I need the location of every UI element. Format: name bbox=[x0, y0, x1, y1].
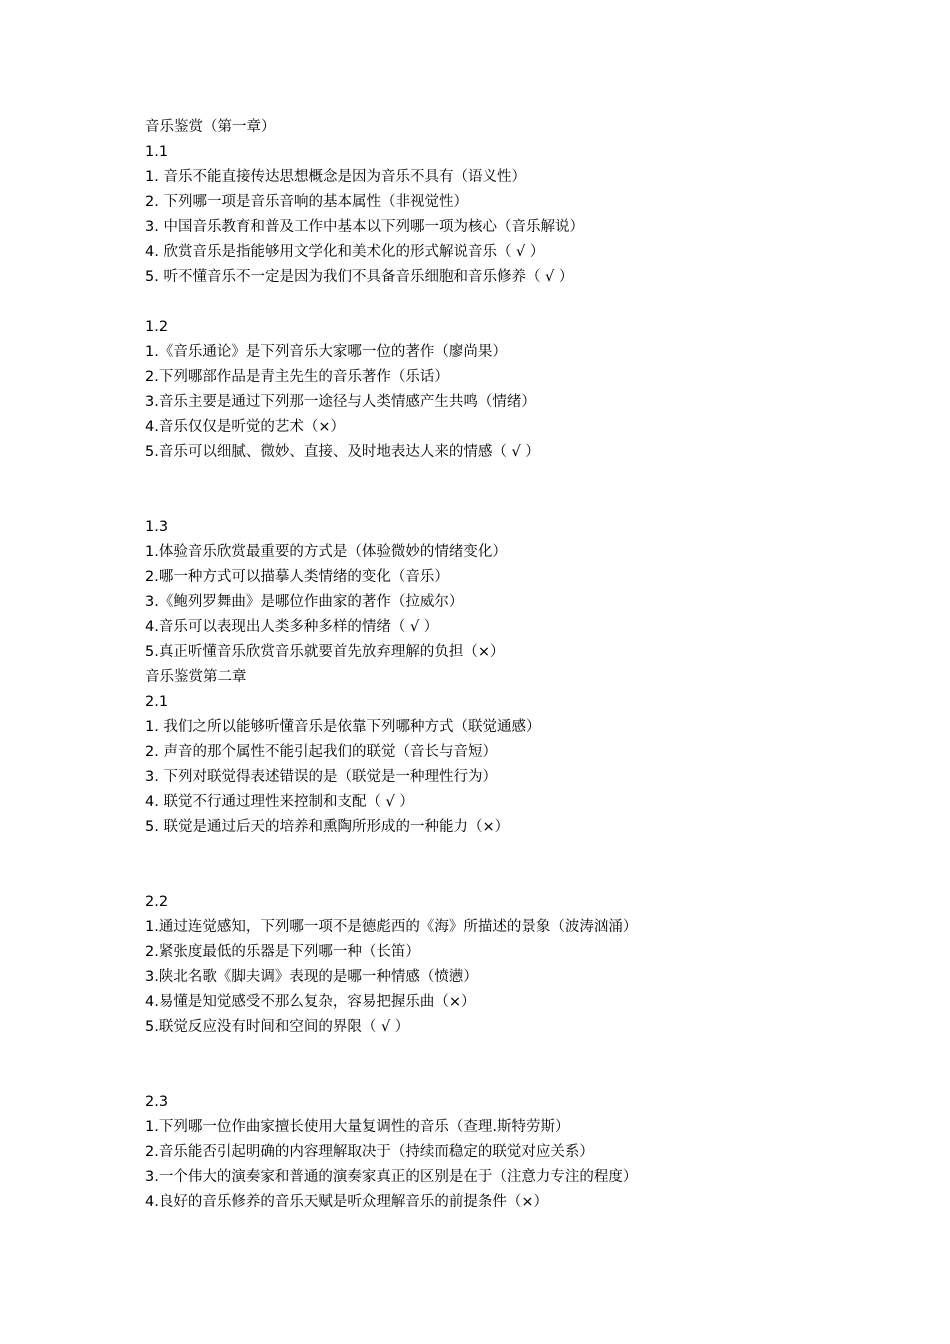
section-heading: 2.1 bbox=[145, 694, 169, 710]
list-item: 2. 下列哪一项是音乐音响的基本属性（非视觉性） bbox=[145, 194, 468, 210]
list-item: 4. 联觉不行通过理性来控制和支配（ √ ） bbox=[145, 794, 414, 810]
list-item: 4.音乐可以表现出人类多种多样的情绪（ √ ） bbox=[145, 619, 439, 635]
list-item: 3. 中国音乐教育和普及工作中基本以下列哪一项为核心（音乐解说） bbox=[145, 219, 584, 235]
blank-line bbox=[145, 1040, 845, 1065]
list-item: 1.《音乐通论》是下列音乐大家哪一位的著作（廖尚果） bbox=[145, 344, 507, 360]
list-item: 4.音乐仅仅是听觉的艺术（×） bbox=[145, 419, 345, 435]
list-item: 5.音乐可以细腻、微妙、直接、及时地表达人来的情感（ √ ） bbox=[145, 444, 540, 460]
list-item: 3. 下列对联觉得表述错误的是（联觉是一种理性行为） bbox=[145, 769, 497, 785]
list-item: 1. 音乐不能直接传达思想概念是因为音乐不具有（语义性） bbox=[145, 169, 526, 185]
list-item: 1.下列哪一位作曲家擅长使用大量复调性的音乐（查理.斯特劳斯） bbox=[145, 1119, 570, 1135]
blank-line bbox=[145, 290, 845, 315]
section-heading: 2.2 bbox=[145, 894, 169, 910]
list-item: 4.易懂是知觉感受不那么复杂，容易把握乐曲（×） bbox=[145, 994, 476, 1010]
section-heading: 2.3 bbox=[145, 1094, 169, 1110]
blank-line bbox=[145, 1065, 845, 1090]
chapter-title: 音乐鉴赏第二章 bbox=[145, 669, 247, 685]
list-item: 1. 我们之所以能够听懂音乐是依靠下列哪种方式（联觉通感） bbox=[145, 719, 541, 735]
list-item: 5. 听不懂音乐不一定是因为我们不具备音乐细胞和音乐修养（ √ ） bbox=[145, 269, 574, 285]
document-page bbox=[145, 115, 845, 1215]
list-item: 1.体验音乐欣赏最重要的方式是（体验微妙的情绪变化） bbox=[145, 544, 507, 560]
list-item: 5.联觉反应没有时间和空间的界限（ √ ） bbox=[145, 1019, 410, 1035]
blank-line bbox=[145, 865, 845, 890]
list-item: 3.《鲍列罗舞曲》是哪位作曲家的著作（拉威尔） bbox=[145, 594, 464, 610]
list-item: 4.良好的音乐修养的音乐天赋是听众理解音乐的前提条件（×） bbox=[145, 1194, 548, 1210]
blank-line bbox=[145, 490, 845, 515]
list-item: 3.陕北名歌《脚夫调》表现的是哪一种情感（愤懑） bbox=[145, 969, 478, 985]
section-heading: 1.3 bbox=[145, 519, 169, 535]
list-item: 5. 联觉是通过后天的培养和熏陶所形成的一种能力（×） bbox=[145, 819, 510, 835]
list-item: 3.音乐主要是通过下列那一途径与人类情感产生共鸣（情绪） bbox=[145, 394, 536, 410]
blank-line bbox=[145, 465, 845, 490]
list-item: 5.真正听懂音乐欣赏音乐就要首先放弃理解的负担（×） bbox=[145, 644, 505, 660]
document-title: 音乐鉴赏（第一章） bbox=[145, 119, 276, 135]
list-item: 2.下列哪部作品是青主先生的音乐著作（乐话） bbox=[145, 369, 449, 385]
list-item: 2. 声音的那个属性不能引起我们的联觉（音长与音短） bbox=[145, 744, 497, 760]
list-item: 2.音乐能否引起明确的内容理解取决于（持续而稳定的联觉对应关系） bbox=[145, 1144, 594, 1160]
list-item: 2.哪一种方式可以描摹人类情绪的变化（音乐） bbox=[145, 569, 449, 585]
blank-line bbox=[145, 840, 845, 865]
section-heading: 1.2 bbox=[145, 319, 169, 335]
list-item: 4. 欣赏音乐是指能够用文学化和美术化的形式解说音乐（ √ ） bbox=[145, 244, 545, 260]
list-item: 1.通过连觉感知，下列哪一项不是德彪西的《海》所描述的景象（波涛汹涌） bbox=[145, 919, 638, 935]
list-item: 2.紧张度最低的乐器是下列哪一种（长笛） bbox=[145, 944, 420, 960]
section-heading: 1.1 bbox=[145, 144, 169, 160]
list-item: 3.一个伟大的演奏家和普通的演奏家真正的区别是在于（注意力专注的程度） bbox=[145, 1169, 638, 1185]
